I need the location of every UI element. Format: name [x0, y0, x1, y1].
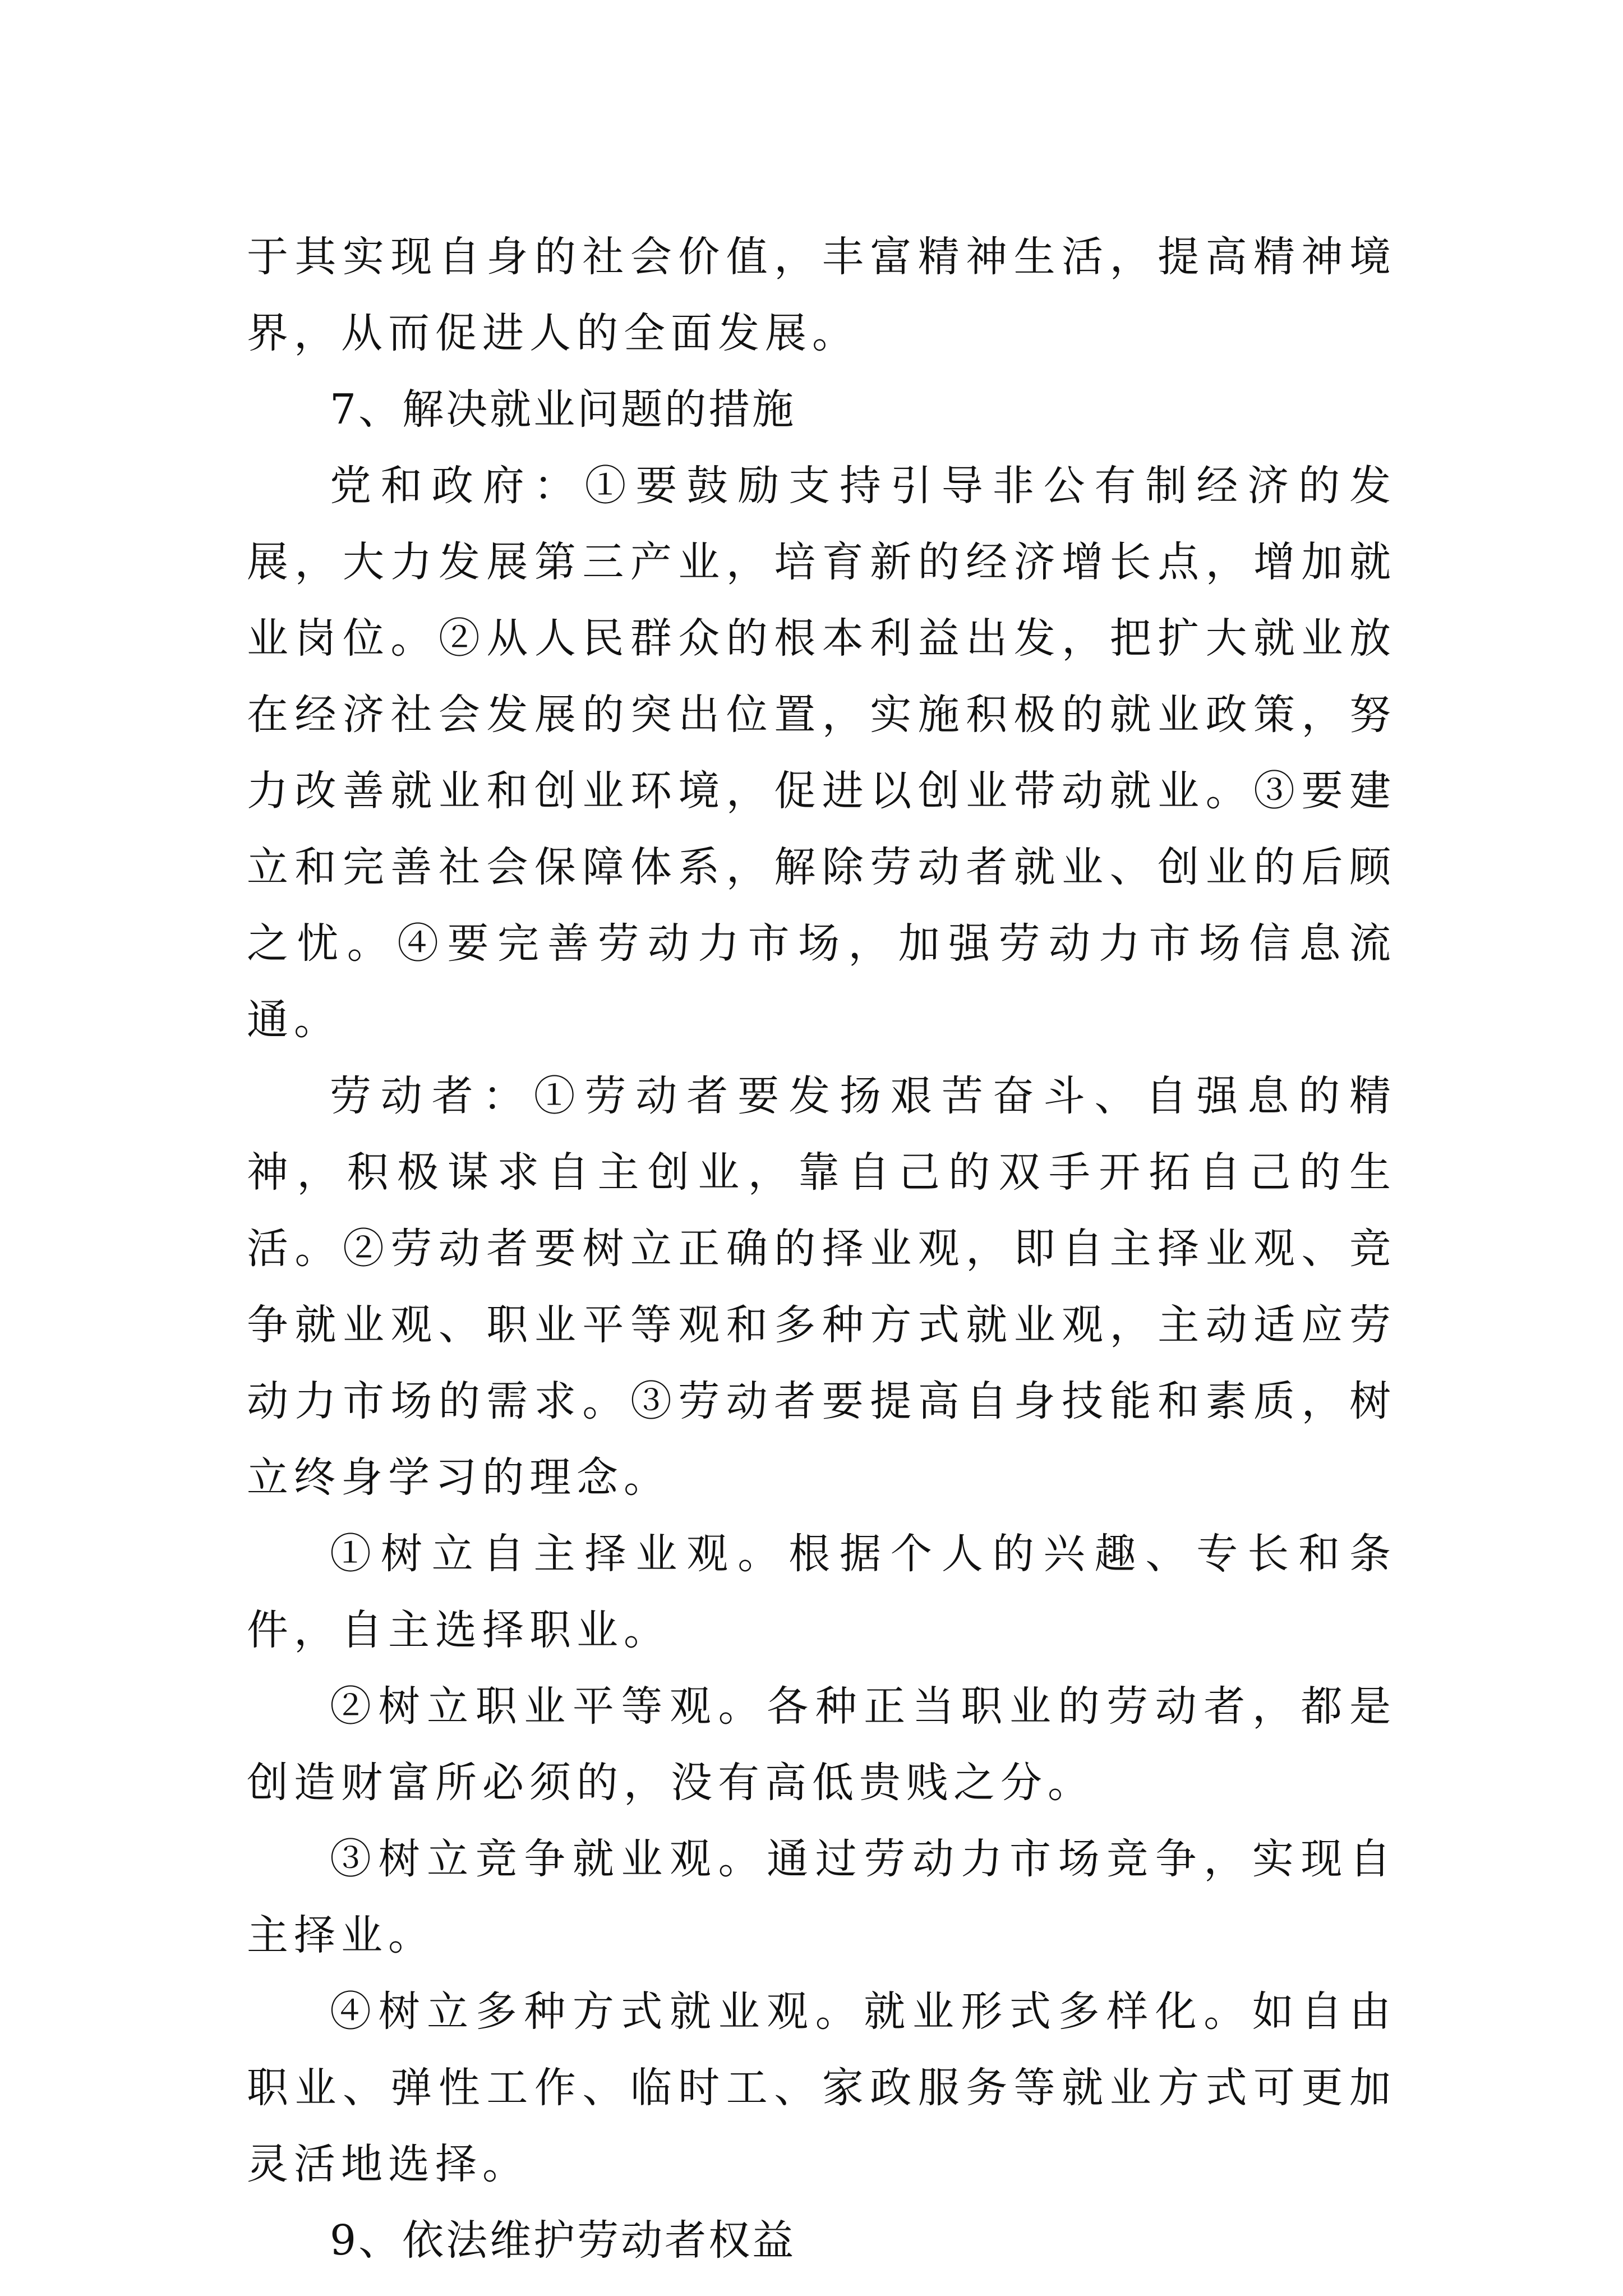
paragraph-occupational-equality: ②树立职业平等观。各种正当职业的劳动者，都是创造财富所必须的，没有高低贵贱之分。	[247, 1682, 1396, 1807]
paragraph-worker-measures: 劳动者：①劳动者要发扬艰苦奋斗、自强息的精神，积极谋求自主创业，靠自己的双手开拓自己的生活。②劳动者要树立正确的择业观，即自主择业观、竞争就业观、职业平等观和多种方式就业观，主动适应劳动力市场的需求。③劳动者要提高自身技能和素质，树立终身学习的理念。	[247, 1072, 1396, 1502]
section-heading-7: 7、解决就业问题的措施	[330, 385, 796, 434]
paragraph-autonomous-choice: ①树立自主择业观。根据个人的兴趣、专长和条件，自主选择职业。	[247, 1530, 1396, 1654]
paragraph-diverse-employment: ④树立多种方式就业观。就业形式多样化。如自由职业、弹性工作、临时工、家政服务等就业方式可更加灵活地选择。	[247, 1987, 1396, 2188]
paragraph-competitive-employment: ③树立竞争就业观。通过劳动力市场竞争，实现自主择业。	[247, 1835, 1396, 1959]
section-heading-9: 9、依法维护劳动者权益	[330, 2216, 796, 2265]
document-body	[247, 219, 1396, 2279]
paragraph-continuation: 于其实现自身的社会价值，丰富精神生活，提高精神境界，从而促进人的全面发展。	[247, 233, 1396, 357]
paragraph-government-measures: 党和政府：①要鼓励支持引导非公有制经济的发展，大力发展第三产业，培育新的经济增长点，增加就业岗位。②从人民群众的根本利益出发，把扩大就业放在经济社会发展的突出位置，实施积极的就业政策，努力改善就业和创业环境，促进以创业带动就业。③要建立和完善社会保障体系，解除劳动者就业、创业的后顾之忧。④要完善劳动力市场，加强劳动力市场信息流通。	[247, 462, 1396, 1044]
